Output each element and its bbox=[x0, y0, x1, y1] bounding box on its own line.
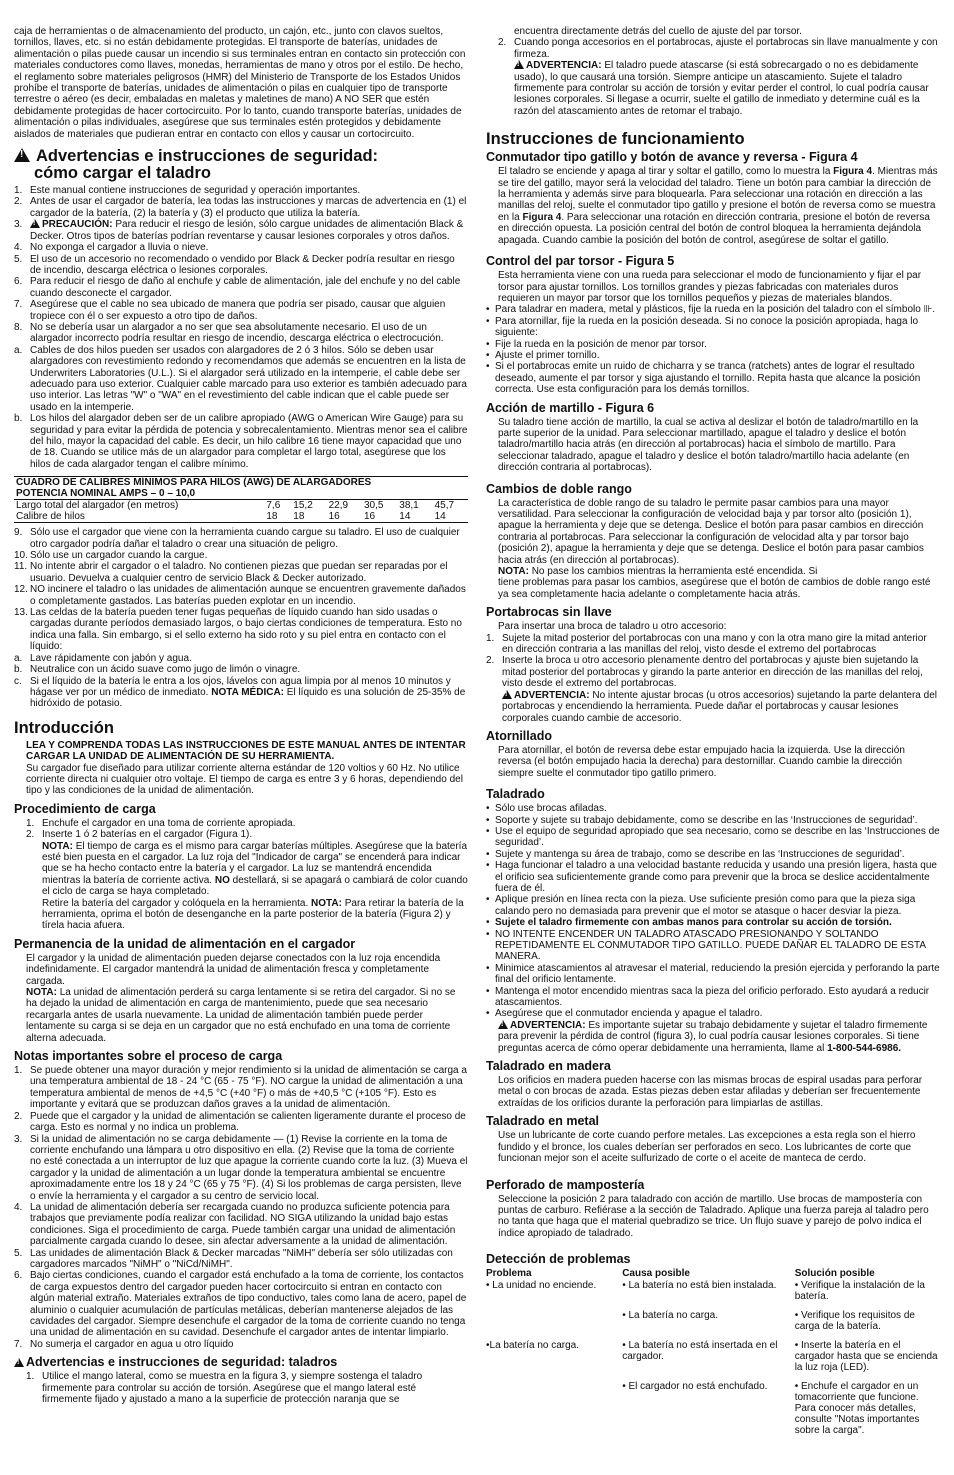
list-item: 4. No exponga el cargador a lluvia o nieve. bbox=[14, 242, 209, 254]
list-item: a. Lave rápidamente con jabón y agua. bbox=[14, 652, 192, 664]
list-item: 6. Para reducir el riesgo de daño al enchufe y cable de alimentación, jale del enchufe y no del cable cuando desconecte el cargador. bbox=[14, 276, 461, 299]
list-item: a. Cables de dos hilos pueden ser usados con alargadores de 2 ó 3 hilos. Sólo se deben usar alargadores con revestimiento redondo y recomendamos que además se encuentren en la lista de Underwriters Laboratories (U.L.). Si el alargador será utilizado en la intemperie, el cable debe ser adecuado para uso exterior. Cualquier cable marcado para uso exterior es también adecuado para uso interior. Las letras "W" o "WA" en el revestimiento del cable indican que el cable puede ser usado en la intemperie. bbox=[14, 344, 467, 413]
masonry-drilling-heading: Perforado de mampostería bbox=[486, 1177, 645, 1192]
table-row: • La batería no carga. • Verifique los requisitos de carga de la batería. bbox=[622, 1310, 915, 1333]
troubleshooting-heading: Detección de problemas bbox=[486, 1252, 631, 1267]
warning-icon bbox=[498, 1020, 508, 1029]
charging-safety-list-2 bbox=[14, 527, 468, 710]
list-item: 8. No se debería usar un alargador a no ser que sea absolutamente necesario. El uso de un alargador incorrecto podría resultar en riesgo de incendio, descarga eléctrica o electrocución. bbox=[14, 321, 444, 345]
charging-procedure-heading: Procedimiento de carga bbox=[14, 801, 156, 816]
table-row: • El cargador no está enchufado. • Enchufe el cargador en un tomacorriente que funcione. Para conocer más detalles, consulte "Notas importantes sobre la carga". bbox=[622, 1381, 920, 1437]
warning-icon bbox=[30, 219, 40, 228]
list-item: 10. Sólo use un cargador cuando la cargue. bbox=[14, 550, 208, 562]
troubleshooting-table: Problema Causa posible Solución posible • La unidad no enciende. • La batería no está bien instalada. • Verifique la instalación de la batería. • La batería no carga. • Verifique los requisitos de carga de la batería. •La batería no carga. • La batería no está insertada en el cargador. • Inserte la batería en el cargador hasta que se encienda la luz roja (LED). • El cargador no está enchufado. • Enchufe el cargador en un tomacorriente que funcione. Para conocer más detalles, consulte "Notas importantes sobre la carga". bbox=[486, 1268, 940, 1443]
list-item: 12. NO incinere el taladro o las unidades de alimentación aunque se encuentren gravemente dañados o completamente gastados. Las baterías pueden explotar en un incendio. bbox=[14, 584, 466, 607]
charging-safety-list bbox=[14, 185, 468, 470]
charger-permanence-heading: Permanencia de la unidad de alimentación en el cargador bbox=[14, 936, 356, 951]
list-item: • Sólo use brocas afiladas. bbox=[486, 803, 607, 815]
table-cell: 15,2 bbox=[293, 500, 313, 512]
list-item: • Aplique presión en línea recta con la pieza. Use suficiente presión como para que la pieza siga calando pero no demasiada para prevenir que el motor se atasque o hacer desviar la pieza. bbox=[486, 894, 916, 917]
list-item: • Use el equipo de seguridad apropiado que sea necesario, como se describe en las ‘Instrucciones de seguridad’. bbox=[486, 825, 940, 849]
table-cell: 7,6 bbox=[266, 500, 281, 512]
warning-icon bbox=[502, 690, 512, 699]
torque-control-heading: Control del par torsor - Figura 5 bbox=[486, 254, 675, 269]
list-item: • Minimice atascamientos al atravesar el material, reduciendo la presión ejercida y perforando la parte final del orificio lentamente. bbox=[486, 962, 940, 986]
intro-text: Su cargador fue diseñado para utilizar corriente alterna estándar de 120 voltios y 60 Hz. No utilice corriente directa ni cualquier otro voltaje. El tiempo de carga es entre 3 y 6 horas, dependiendo del tipo y las condiciones de la unidad de alimentación. bbox=[26, 762, 463, 797]
charging-notes-heading: Notas importantes sobre el proceso de carga bbox=[14, 1049, 283, 1064]
wood-drilling-heading: Taladrado en madera bbox=[486, 1059, 611, 1074]
keyless-chuck-heading: Portabrocas sin llave bbox=[486, 605, 612, 620]
list-item: 7. No sumerja el cargador en agua u otro líquido bbox=[14, 1338, 234, 1350]
metal-drilling-heading: Taladrado en metal bbox=[486, 1114, 599, 1129]
table-cell: 45,7 bbox=[434, 500, 455, 512]
table-cell: 18 bbox=[266, 511, 278, 523]
list-item: • Haga funcionar el taladro a una velocidad bastante reducida y usando una presión ligera, hasta que el orificio sea suficientemente grande como para prevenir que la broca se deslice accidentalmente fuera de él. bbox=[486, 860, 937, 894]
list-item: 3. Si la unidad de alimentación no se carga debidamente — (1) Revise la corriente en la toma de corriente enchufando una lámpara u otro dispositivo en ella. (2) Revise que la toma de corriente no esté conectada a un interruptor de luz que apague la corriente cuando corte la luz. (3) Mueva el cargador y la unidad de alimentación a un lugar donde la temperatura ambiental se encuentre aproximadamente entre los 18 y 24 °C (65 y 75 °F). (4) Si los problemas de carga persisten, lleve o envíe la herramienta y el cargador a su centro de servicio local. bbox=[14, 1133, 468, 1202]
charging-safety-heading: ! Advertencias e instrucciones de seguridad: cómo cargar el taladro bbox=[14, 148, 468, 182]
hammer-action-heading: Acción de martillo - Figura 6 bbox=[486, 400, 655, 415]
table-cell: 22,9 bbox=[328, 500, 349, 512]
list-item: b. Los hilos del alargador deben ser de un calibre apropiado (AWG o American Wire Gauge) para su seguridad y para evitar la pérdida de potencia y sobrecalentamiento. Mientras menor sea el calibre del hilo, mayor la capacidad del cable. Es decir, un hilo calibre 16 tiene mayor capacidad que uno de 18. Cuando se utilice más de un alargador para completar el largo total, asegúrese que los hilos de cada alargador tengan el calibre mínimo. bbox=[14, 413, 468, 470]
list-item: 11. No intente abrir el cargador o el taladro. No contienen piezas que puedan ser reparadas por el usuario. Devuelva a cualquier centro de servicio Black & Decker autorizado. bbox=[14, 561, 448, 584]
list-item: • Mantenga el motor encendido mientras saca la pieza del orificio perforado. Esto ayudará a reducir atascamientos. bbox=[486, 985, 930, 1009]
list-item: 1. Este manual contiene instrucciones de seguridad y operación importantes. bbox=[14, 185, 361, 197]
list-item: 2. Antes de usar el cargador de batería, lea todas las instrucciones y marcas de advertencia en (1) el cargador de la batería, (2) la batería y (3) el producto que utiliza la batería. bbox=[14, 196, 467, 219]
list-item: 9. Sólo use el cargador que viene con la herramienta cuando cargue su taladro. El uso de cualquier otro cargador podría dañar el taladro o crear una situación de peligro. bbox=[14, 527, 460, 550]
table-cell: 14 bbox=[434, 511, 446, 523]
list-item: • Soporte y sujete su trabajo debidamente, como se describe en las ‘Instrucciones de seguridad’. bbox=[486, 814, 918, 826]
table-cell: 18 bbox=[293, 511, 305, 523]
table-cell: 30,5 bbox=[363, 500, 384, 512]
operating-instructions-heading: Instrucciones de funcionamiento bbox=[486, 130, 745, 149]
list-item: 7. Asegúrese que el cable no sea ubicado de manera que podría ser pisado, causar que alguien tropiece con él o ser expuesto a otro tipo de daños. bbox=[14, 299, 446, 322]
drilling-heading: Taladrado bbox=[486, 787, 545, 802]
list-item: • Sujete y mantenga su área de trabajo, como se describe en las ‘Instrucciones de seguridad’. bbox=[486, 848, 905, 860]
list-item: c. Si el líquido de la batería le entra a los ojos, lávelos con agua limpia por al menos 10 minutos y hágase ver por un médico de inmediato. NOTA MÉDICA: El líquido es una solución de 25-35% de hidróxido de potasio. bbox=[14, 675, 466, 710]
charging-notes-list bbox=[14, 1065, 468, 1350]
list-item: 5. El uso de un accesorio no recomendado o vendido por Black & Decker podría resultar en riesgo de incendio, descarga eléctrica o lesiones corporales. bbox=[14, 253, 455, 276]
intro-bold: LEA Y COMPRENDA TODAS LAS INSTRUCCIONES DE ESTE MANUAL ANTES DE INTENTAR CARGAR LA UNIDAD DE ALIMENTACIÓN DE SU HERRAMIENTA. bbox=[26, 739, 466, 763]
dual-range-heading: Cambios de doble rango bbox=[486, 481, 632, 496]
table-cell: 38,1 bbox=[399, 500, 419, 512]
list-item: 1. Se puede obtener una mayor duración y mejor rendimiento si la unidad de alimentación se carga a una temperatura ambiental de 18 - 24 °C (65 - 75 °F). NO cargue la unidad de alimentación a una temperatura ambiental de menos de +4,5 °C (+40 °F) o más de +40,5 °C (+105 °F). Esto es importante y evitará que se produzcan daños graves a la unidad de alimentación. bbox=[14, 1065, 467, 1111]
warning-icon bbox=[14, 1358, 24, 1367]
drill-symbol-icon: ⊪ bbox=[923, 304, 933, 316]
list-item: 2. Puede que el cargador y la unidad de alimentación se calienten ligeramente durante el proceso de carga. Esto es normal y no indica un problema. bbox=[14, 1110, 466, 1134]
list-item: 13. Las celdas de la batería pueden tener fugas pequeñas de líquido cuando han sido usadas o cargadas durante períodos demasiado largos, o bajo ciertas condiciones de temperatura. Esto no indica una falla. Sin embargo, si el sello externo ha sido roto y su piel entra en contacto con el líquido: bbox=[14, 607, 462, 653]
warning-icon bbox=[514, 60, 524, 69]
table-row: •La batería no carga. • La batería no está insertada en el cargador. • Inserte la batería en el cargador hasta que se encienda la luz roja (LED). bbox=[486, 1340, 938, 1374]
list-item: • Asegúrese que el conmutador encienda y apague el taladro. bbox=[486, 1008, 763, 1020]
intro-heading: Introducción bbox=[14, 718, 114, 737]
left-column: caja de herramientas o de almacenamiento del producto, un cajón, etc., junto con clavos sueltos, tornillos, llaves, etc. si no están debidamente protegidas. El transporte de baterías, unidades de alimentación o pilas puede causar un incendio si sus terminales entran en contacto sin protección con materiales conductores como llaves, monedas, herramientas de mano y otros por el estilo. De hecho, el reglamento sobre materiales peligrosos (HMR) del Ministerio de Transporte de los Estados Unidos prohíbe el transporte de baterías, unidades de alimentación o pilas en cualquier tipo de transporte terrestre o aéreo (es decir, embaladas en maletas y maletines de mano) A NO SER que estén debidamente protegidas de hacer cortocircuito. Por lo tanto, cuando transporte baterías, unidades de alimentación o pilas individuales, asegúrese que sus terminales estén protegidos y debidamente aislados de materiales que pudieran entrar en contacto con ellos y causar un cortocircuito. ! Advertencias e instrucciones de seguridad: cómo cargar el taladro 1. Este manual contiene instrucciones de seguridad y operación importantes. 2. Antes de usar el cargador de batería, lea todas las instrucciones y marcas de advertencia en (1) el cargador de la batería, (2) la batería y (3) el producto que utiliza la batería. 3. ! PRECAUCIÓN: Para reducir el riesgo de lesión, sólo cargue unidades de alimentación Black & Decker. Otros tipos de baterías podrían reventarse y causar lesiones corporales y otros daños. 4. No exponga el cargador a lluvia o nieve. 5. El uso de un accesorio no recomendado o vendido por Black & Decker podría resultar en riesgo de incendio, descarga eléctrica o lesiones corporales. 6. Para reducir el riesgo de daño al enchufe y cable de alimentación, jale del enchufe y no del cable cuando desconecte el cargador. 7. Asegúrese que el cable no sea ubicado de manera que podría ser pisado, causar que alguien tropiece con él o ser expuesto a otro tipo de daños. 8. No se debería usar un alargador a no ser que sea absolutamente necesario. El uso de un alargador incorrecto podría resultar en riesgo de incendio, descarga eléctrica o electrocución. a. Cables de dos hilos pueden ser usados con alargadores de 2 ó 3 hilos. Sólo se deben usar alargadores con revestimiento redondo y recomendamos que además se encuentren en la lista de Underwriters Laboratories (U.L.). Si el alargador será utilizado en la intemperie, el cable debe ser adecuado para uso exterior. Cualquier cable marcado para uso exterior es también adecuado para uso interior. Las letras "W" o "WA" en el revestimiento del cable indican que el cable puede ser usado en la intemperie. b. Los hilos del alargador deben ser de un calibre apropiado (AWG o American Wire Gauge) para su seguridad y para evitar la pérdida de potencia y sobrecalentamiento. Mientras menor sea el calibre del hilo, mayor la capacidad del cable. Es decir, un hilo calibre 16 tiene mayor capacidad que uno de 18. Cuando se utilice más de un alargador para completar el largo total, asegúrese que los hilos de cada alargador tengan el calibre mínimo. CUADRO DE CALIBRES MÍNIMOS PARA HILOS (AWG) DE ALARGADORES POTENCIA NOMINAL AMPS – 0 – 10,0 Largo total del alargador (en metros) 7,6 15,2 22,9 30,5 38,1 45,7 Calibre de hilos 18 18 16 16 14 14 9. Sólo use el cargador que viene con la herramienta cuando cargue su taladro. El uso de cualquier otro cargador podría dañar el taladro o crear una situación de peligro. 10. Sólo use un cargador cuando la cargue. 11. No intente abrir el cargador o el taladro. No contienen piezas que puedan ser reparadas por el usuario. Devuelva a cualquier centro de servicio Black & Decker autorizado. 12. NO incinere el taladro o las unidades de alimentación aunque se encuentren gravemente dañados o completamente gastados. Las baterías pueden explotar en un incendio. 13. Las celdas de la batería pueden tener fugas pequeñas de líquido cuando han sido usadas o cargadas durante períodos demasiado largos, o bajo ciertas condiciones de temperatura. Esto no indica una falla. Sin embargo, si el sello externo ha sido roto y su piel entra en contacto con el líquido: a. Lave rápidamente con jabón y agua. b. Neutralice con un ácido suave como jugo de limón o vinagre. c. Si el líquido de la batería le entra a los ojos, lávelos con agua limpia por al menos 10 minutos y hágase ver por un médico de inmediato. NOTA MÉDICA: El líquido es una solución de 25-35% de hidróxido de potasio. Introducción LEA Y COMPRENDA TODAS LAS INSTRUCCIONES DE ESTE MANUAL ANTES DE INTENTAR CARGAR LA UNIDAD DE ALIMENTACIÓN DE SU HERRAMIENTA. Su cargador fue diseñado para utilizar corriente alterna estándar de 120 voltios y 60 Hz. No utilice corriente directa ni cualquier otro voltaje. El tiempo de carga es entre 3 y 6 horas, dependiendo del tipo y las condiciones de la unidad de alimentación. Procedimiento de carga 1. Enchufe el cargador en una toma de corriente apropiada. 2. Inserte 1 ó 2 baterías en el cargador (Figura 1). NOTA: El tiempo de carga es el mismo para cargar baterías múltiples. Asegúrese que la batería esté bien puesta en el cargador. La luz roja del "Indicador de carga" se encenderá para indicar que se ha hecho contacto entre la batería y el cargador. La luz se mantendrá encendida mientras la batería de corriente activa. NO destellará, si se apagará o cambiará de color cuando el ciclo de carga se haya completado. Retire la batería del cargador y colóquela en la herramienta. NOTA: Para retirar la batería de la herramienta, oprima el botón de desenganche en la parte posterior de la batería (Figura 2) y tírela hacia afuera. Permanencia de la unidad de alimentación en el cargador El cargador y la unidad de alimentación pueden dejarse conectados con la luz roja encendida indefinidamente. El cargador mantendrá la unidad de alimentación fresca y completamente cargada. NOTA: La unidad de alimentación perderá su carga lentamente si se retira del cargador. Si no se ha dejado la unidad de alimentación en carga de mantenimiento, puede que sea necesario recargarla antes de usarla nuevamente. La unidad de alimentación también puede perder lentamente su carga si se deja en un cargador que no está enchufado en una toma de corriente alterna adecuada. Notas importantes sobre el proceso de carga 1. Se puede obtener una mayor duración y mejor rendimiento si la unidad de alimentación se carga a una temperatura ambiental de 18 - 24 °C (65 - 75 °F). NO cargue la unidad de alimentación a una temperatura ambiental de menos de +4,5 °C (+40 °F) o más de +40,5 °C (+105 °F). Esto es importante y evitará que se produzcan daños graves a la unidad de alimentación. 2. Puede que el cargador y la unidad de alimentación se calienten ligeramente durante el proceso de carga. Esto es normal y no indica un problema. 3. Si la unidad de alimentación no se carga debidamente — (1) Revise la corriente en la toma de corriente enchufando una lámpara u otro dispositivo en ella. (2) Revise que la toma de corriente no esté conectada a un interruptor de luz que apague la corriente cuando corte la luz. (3) Mueva el cargador y la unidad de alimentación a un lugar donde la temperatura ambiental se encuentre aproximadamente entre los 18 y 24 °C (65 y 75 °F). (4) Si los problemas de carga persisten, lleve o envíe la herramienta y el cargador a su centro de servicio local. 4. La unidad de alimentación debería ser recargada cuando no produzca suficiente potencia para trabajos que previamente podía realizar con facilidad. NO SIGA utilizando la unidad bajo estas condiciones. Siga el procedimiento de carga. Puede también cargar una unidad de alimentación parcialmente cargada cuando lo desee, sin afectar adversamente a la unidad de alimentación. 5. Las unidades de alimentación Black & Decker marcadas "NiMH" debería ser sólo utilizadas con cargadores marcados "NiMH" o "NiCd/NiMH". 6. Bajo ciertas condiciones, cuando el cargador está enchufado a la toma de corriente, los contactos de carga expuestos dentro del cargador pueden hacer cortocircuito si entran en contacto con algún material extraño. Materiales extraños de tipo conductivo, tales como lana de acero, papel de aluminio o cualquier acumulación de partículas metálicas, deberían mantenerse alejados de las cavidades del cargador. Siempre desenchufe el cargador de la toma de corriente cuando no tenga una unidad de alimentación en su cavidad. Desenchufe el cargador antes de intentar limpiarlo. 7. No sumerja el cargador en agua u otro líquido !Advertencias e instrucciones de seguridad: taladros 1. Utilice el mango lateral, como se muestra en la figura 3, y siempre sostenga el taladro firmemente para controlar su acción de torsión. Asegúrese que el mango lateral esté firmemente fijado y ajustado a mano a la superficie de protección naranja que se bbox=[14, 26, 468, 1465]
transport-paragraph: caja de herramientas o de almacenamiento del producto, un cajón, etc., junto con clavos sueltos, tornillos, llaves, etc. si no están debidamente protegidas. El transporte de baterías, unidades de alimentación o pilas puede causar un incendio si sus terminales entran en contacto sin protección con materiales conductores como llaves, monedas, herramientas de mano y otros por el estilo. De hecho, el reglamento sobre materiales peligrosos (HMR) del Ministerio de Transporte de los Estados Unidos prohíbe el transporte de baterías, unidades de alimentación o pilas en cualquier tipo de transporte terrestre o aéreo (es decir, embaladas en maletas y maletines de mano) A NO SER que estén debidamente protegidas de hacer cortocircuito. Por lo tanto, cuando transporte baterías, unidades de alimentación o pilas individuales, asegúrese que sus terminales estén protegidos y debidamente aislados de materiales que pudieran entrar en contacto con ellos y causar un cortocircuito. bbox=[14, 26, 466, 140]
list-item: 4. La unidad de alimentación debería ser recargada cuando no produzca suficiente potencia para trabajos que previamente podía realizar con facilidad. NO SIGA utilizando la unidad bajo estas condiciones. Siga el procedimiento de carga. Puede también cargar una unidad de alimentación parcialmente cargada cuando lo desee, sin afectar adversamente a la unidad de alimentación. bbox=[14, 1201, 456, 1248]
list-item: 5. Las unidades de alimentación Black & Decker marcadas "NiMH" debería ser sólo utilizadas con cargadores marcados "NiMH" o "NiCd/NiMH". bbox=[14, 1247, 453, 1270]
list-item: b. Neutralice con un ácido suave como jugo de limón o vinagre. bbox=[14, 664, 301, 676]
list-item: • NO INTENTE ENCENDER UN TALADRO ATASCADO PRESIONANDO Y SOLTANDO REPETIDAMENTE EL CONMUTADOR TIPO GATILLO. PUEDE DAÑAR EL TALADRO DE ESTA MANERA. bbox=[486, 928, 926, 963]
wire-gauge-table: CUADRO DE CALIBRES MÍNIMOS PARA HILOS (AWG) DE ALARGADORES POTENCIA NOMINAL AMPS – 0 – 10,0 Largo total del alargador (en metros) 7,6 15,2 22,9 30,5 38,1 45,7 Calibre de hilos 18 18 16 16 14 14 bbox=[14, 476, 468, 523]
table-cell: 14 bbox=[399, 511, 411, 523]
warning-icon bbox=[14, 148, 30, 162]
trigger-switch-heading: Conmutador tipo gatillo y botón de avance y reversa - Figura 4 bbox=[486, 150, 858, 165]
list-item: 3. ! PRECAUCIÓN: Para reducir el riesgo de lesión, sólo cargue unidades de alimentación Black & Decker. Otros tipos de baterías podrían reventarse y causar lesiones corporales y otros daños. bbox=[14, 219, 468, 242]
list-item: 6. Bajo ciertas condiciones, cuando el cargador está enchufado a la toma de corriente, los contactos de carga expuestos dentro del cargador pueden hacer cortocircuito si entran en contacto con algún material extraño. Materiales extraños de tipo conductivo, tales como lana de acero, papel de aluminio o cualquier acumulación de partículas metálicas, deberían mantenerse alejados de las cavidades del cargador. Siempre desenchufe el cargador de la toma de corriente cuando no tenga una unidad de alimentación en su cavidad. Desenchufe el cargador antes de intentar limpiarlo. bbox=[14, 1270, 467, 1339]
drill-safety-heading: !Advertencias e instrucciones de seguridad: taladros bbox=[14, 1356, 468, 1369]
right-column: encuentra directamente detrás del cuello de ajuste del par torsor. 2. Cuando ponga accesorios en el portabrocas, ajuste el portabrocas sin llave manualmente y con firmeza. !ADVERTENCIA: El taladro puede atascarse (si está sobrecargado o no es debidamente usado), lo que causará una torsión. Siempre anticipe un atascamiento. Sujete el taladro firmemente para controlar su acción de torsión y evitar perder el control, lo cual podría causar lesiones corporales. Si llegase a ocurrir, suelte el gatillo de inmediato y determine cuál es la razón del atascamiento antes de retomar el trabajo. Instrucciones de funcionamiento Conmutador tipo gatillo y botón de avance y reversa - Figura 4 El taladro se enciende y apaga al tirar y soltar el gatillo, como lo muestra la Figura 4. Mientras más se tire del gatillo, mayor será la velocidad del taladro. Tiene un botón para cambiar la dirección de la herramienta y además sirve para bloquearla. Para seleccionar una rotación en dirección a las manillas del reloj, suelte el conmutador tipo gatillo y presione el botón de reversa como se muestra en la Figura 4. Para seleccionar una rotación en dirección contraria, presione el botón de reversa en dirección opuesta. La posición central del botón de control bloquea la herramienta dejándola apagada. Cuando cambie la posición del botón de control, asegúrese de soltar el gatillo. Control del par torsor - Figura 5 Esta herramienta viene con una rueda para seleccionar el modo de funcionamiento y fijar el par torsor para ajustar tornillos. Los tornillos grandes y piezas fabricadas con materiales duros requieren un mayor par torsor que los tornillos pequeños y piezas de materiales blandos. • Para taladrar en madera, metal y plásticos, fije la rueda en la posición del taladro con el símbolo ⊪. • Para atornillar, fije la rueda en la posición deseada. Si no conoce la posición apropiada, haga lo siguiente: • Fije la rueda en la posición de menor par torsor. • Ajuste el primer tornillo. • Si el portabrocas emite un ruido de chicharra y se tranca (ratchets) antes de lograr el resultado deseado, aumente el par torsor y siga ajustando el tornillo. Repita hasta que alcance la posición correcta. Use esta configuración para los demás tornillos. Acción de martillo - Figura 6 Su taladro tiene acción de martillo, la cual se activa al deslizar el botón de taladro/martillo en la parte superior de la unidad. Para seleccionar martillado, apague el taladro y deslice el botón taladro/martillo hacia atrás (en dirección al portabrocas) hacia el símbolo de martillo. Para seleccionar taladrado, apague el taladro y deslice el botón taladro/martillo hacia adelante (en dirección contraria al portabrocas). Cambios de doble rango La característica de doble rango de su taladro le permite pasar cambios para una mayor versatilidad. Para seleccionar la configuración de velocidad baja y par torsor alto (posición 1), apague la herramienta y deje que se detenga. Deslice el botón para pasar cambios en dirección contraria al portabrocas. Para seleccionar la configuración de velocidad alta y par torsor bajo (posición 2), apague la herramienta y deje que se detenga. Deslice el botón para pasar cambios hacia atrás (en dirección al portabrocas). NOTA: No pase los cambios mientras la herramienta esté encendida. Si tiene problemas para pasar los cambios, asegúrese que el botón de cambios de doble rango esté ya sea completamente hacia adelante o completamente hacia atrás. Portabrocas sin llave Para insertar una broca de taladro u otro accesorio: 1. Sujete la mitad posterior del portabrocas con una mano y con la otra mano gire la mitad anterior en dirección contraria a las manillas del reloj, visto desde el extremo del portabrocas 2. Inserte la broca u otro accesorio plenamente dentro del portabrocas y ajuste bien sujetando la mitad posterior del portabrocas y girando la parte anterior en dirección de las manillas del reloj, visto desde el extremo del portabrocas. !ADVERTENCIA: No intente ajustar brocas (u otros accesorios) sujetando la parte delantera del portabrocas y encendiendo la herramienta. Puede dañar el portabrocas y causar lesiones corporales cuando cambie de accesorio. Atornillado Para atornillar, el botón de reversa debe estar empujado hacia la izquierda. Use la dirección reversa (el botón empujado hacia la derecha) para destornillar. Cuando cambie la dirección siempre suelte el conmutador tipo gatillo primero. Taladrado • Sólo use brocas afiladas. • Soporte y sujete su trabajo debidamente, como se describe en las ‘Instrucciones de seguridad’. • Use el equipo de seguridad apropiado que sea necesario, como se describe en las ‘Instrucciones de seguridad’. • Sujete y mantenga su área de trabajo, como se describe en las ‘Instrucciones de seguridad’. • Haga funcionar el taladro a una velocidad bastante reducida y usando una presión ligera, hasta que el orificio sea suficientemente grande como para prevenir que la broca se deslice accidentalmente fuera de él. • Aplique presión en línea recta con la pieza. Use suficiente presión como para que la pieza siga calando pero no demasiada para prevenir que el motor se atasque o hacer desviar la pieza. • Sujete el taladro firmemente con ambas manos para controlar su acción de torsión. • NO INTENTE ENCENDER UN TALADRO ATASCADO PRESIONANDO Y SOLTANDO REPETIDAMENTE EL CONMUTADOR TIPO GATILLO. PUEDE DAÑAR EL TALADRO DE ESTA MANERA. • Minimice atascamientos al atravesar el material, reduciendo la presión ejercida y perforando la parte final del orificio lentamente. • Mantenga el motor encendido mientras saca la pieza del orificio perforado. Esto ayudará a reducir atascamientos. • Asegúrese que el conmutador encienda y apague el taladro. !ADVERTENCIA: Es importante sujetar su trabajo debidamente y sujetar el taladro firmemente para prevenir la pérdida de control (figura 3), lo cual podría causar lesiones corporales. Si tiene preguntas acerca de cómo operar debidamente una herramienta, llame al 1-800-544-6986. Taladrado en madera Los orificios en madera pueden hacerse con las mismas brocas de espiral usadas para perforar metal o con brocas de azada. Estas piezas deben estar afiladas y deberían ser frecuentemente extraídas de los orificios durante la perforación para limpiarlas de astillas. Taladrado en metal Use un lubricante de corte cuando perfore metales. Las excepciones a esta regla son el hierro fundido y el bronce, los cuales deberían ser perforados en seco. Los lubricantes de corte que funcionan mejor son el aceite sulfurizado de corte o el aceite de manteca de cerdo. Perforado de mampostería Seleccione la posición 2 para taladrado con acción de martillo. Use brocas de mampostería con puntas de carburo. Refiérase a la sección de Taladrado. Aplique una fuerza pareja al taladro pero no tanta que haga que el material quebradizo se trice. Un flujo suave y parejo de polvo indica el índice apropiado de taladrado. Detección de problemas Problema Causa posible Solución posible • La unidad no enciende. • La batería no está bien instalada. • Verifique la instalación de la batería. • La batería no carga. • Verifique los requisitos de carga de la batería. •La batería no carga. • La batería no está insertada en el cargador. • Inserte la batería en el cargador hasta que se encienda la luz roja (LED). • El cargador no está enchufado. • Enchufe el cargador en un tomacorriente que funcione. Para conocer más detalles, consulte "Notas importantes sobre la carga". bbox=[486, 26, 940, 1465]
table-cell: 16 bbox=[363, 511, 376, 523]
table-row: • La unidad no enciende. • La batería no está bien instalada. • Verifique la instalación de la batería. bbox=[486, 1280, 925, 1303]
table-cell: 16 bbox=[328, 511, 340, 523]
screwdriving-heading: Atornillado bbox=[486, 728, 552, 743]
